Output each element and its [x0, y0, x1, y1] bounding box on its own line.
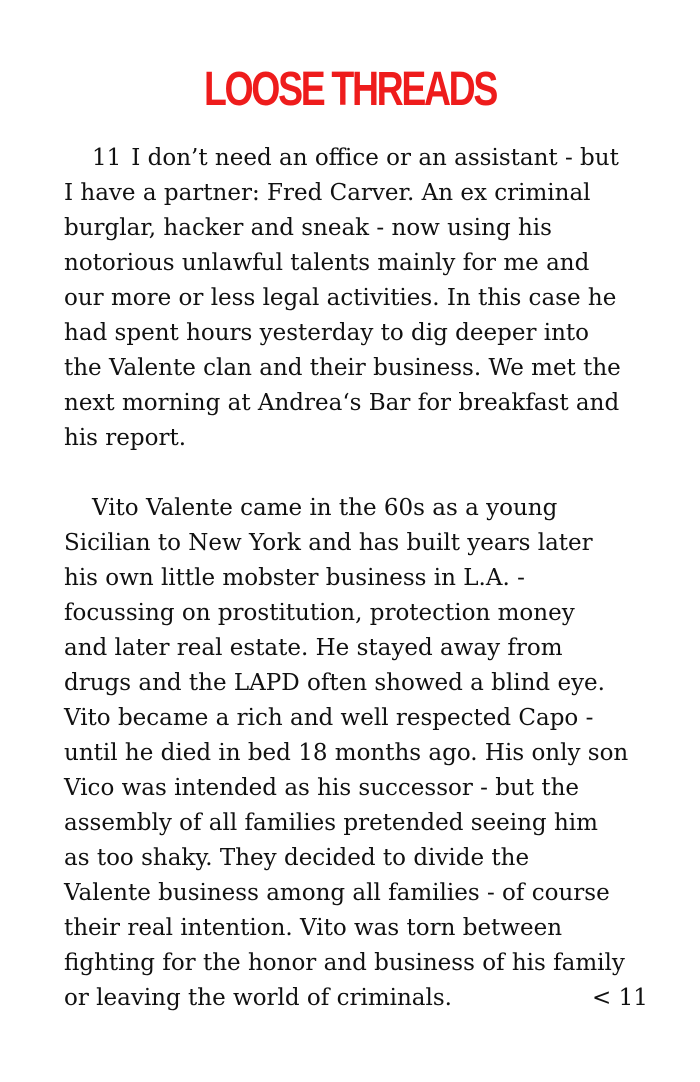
text-line: 11 I don’t need an office or an assistant - but: [92, 145, 619, 171]
text-line: had spent hours yesterday to dig deeper into: [64, 320, 590, 346]
text-line: his own little mobster business in L.A. -: [64, 565, 525, 591]
text-line: assembly of all families pretended seeing him: [64, 810, 598, 836]
text-line: drugs and the LAPD often showed a blind eye.: [64, 670, 605, 696]
text-line: their real intention. Vito was torn between: [64, 915, 563, 941]
text-line: the Valente clan and their business. We met the: [64, 355, 621, 381]
text-line: until he died in bed 18 months ago. His only son: [64, 740, 629, 766]
text-line: Valente business among all families - of course: [64, 880, 610, 906]
text-line: or leaving the world of criminals.: [64, 985, 452, 1011]
text-line: our more or less legal activities. In this case he: [64, 285, 617, 311]
text-line: as too shaky. They decided to divide the: [64, 845, 530, 871]
text-line: Vito became a rich and well respected Capo -: [64, 705, 594, 731]
page-title: LOOSE THREADS: [203, 63, 497, 116]
paragraph-number: 11: [92, 145, 122, 171]
text-line: focussing on prostitution, protection money: [64, 600, 575, 626]
text-line: Vito Valente came in the 60s as a young: [92, 495, 558, 521]
text-line: next morning at Andrea‘s Bar for breakfast and: [64, 390, 620, 416]
text-line: I have a partner: Fred Carver. An ex criminal: [64, 180, 591, 206]
text-line: burglar, hacker and sneak - now using his: [64, 215, 552, 241]
paragraph-2: [64, 491, 644, 1016]
text-line: notorious unlawful talents mainly for me and: [64, 250, 590, 276]
paragraph-1: [64, 141, 644, 456]
text-line: his report.: [64, 425, 187, 451]
text-line: Sicilian to New York and has built years later: [64, 530, 593, 556]
text-line: and later real estate. He stayed away from: [64, 635, 563, 661]
page-reference-link[interactable]: < 11: [592, 985, 648, 1011]
text-line: Vico was intended as his successor - but the: [64, 775, 580, 801]
text-line: fighting for the honor and business of his family: [64, 950, 625, 976]
